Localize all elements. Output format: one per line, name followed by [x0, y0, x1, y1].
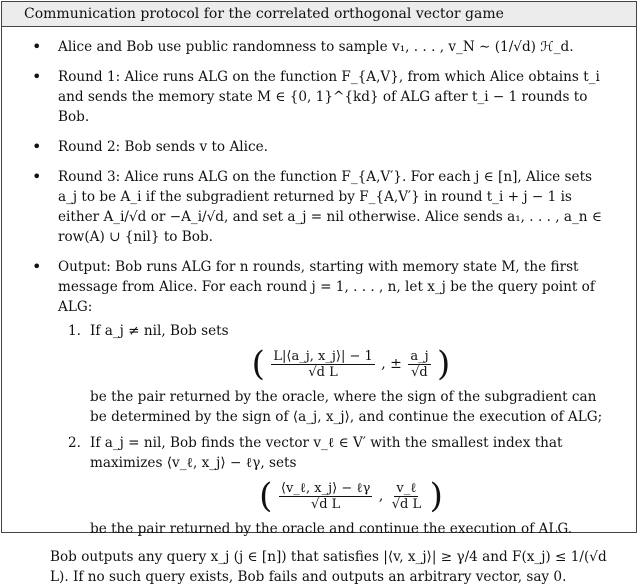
fraction-numerator: v_ℓ: [396, 480, 417, 496]
protocol-box: [1, 1, 637, 585]
bullet-item: [32, 37, 612, 57]
list-number: 2.: [68, 435, 81, 451]
fraction-denominator: √d L: [308, 364, 338, 380]
bullet-text: Round 3: Alice runs ALG on the function F_{A,V′}. For each j ∈ [n], Alice sets a_j to be A_i if the subgradient returned by F_{A,V′} in round t_i + j − 1 is either A_i/√d or −A_i/√d, and set a_j = nil otherwise. Alice sends a₁, . . . , a_n ∈ row(A) ∪ {nil} to Bob.: [58, 169, 602, 245]
formula-separator: , ±: [381, 356, 402, 372]
fraction: [390, 481, 423, 512]
bullet-item: [32, 257, 612, 317]
final-paragraph: Bob outputs any query x_j (j ∈ [n]) that satisfies |⟨v, x_j⟩| ≥ γ/4 and F(x_j) ≤ 1/(√d L). If no such query exists, Bob fails and outputs an arbitrary vector, say 0.: [50, 549, 607, 585]
bullet-item: [32, 167, 612, 247]
list-item: [68, 433, 612, 539]
fraction-denominator: √d L: [310, 496, 341, 512]
box-content: [2, 27, 636, 587]
bullet-dot-icon: •: [32, 37, 42, 56]
fraction-numerator: ⟨v_ℓ, x_j⟩ − ℓγ: [280, 480, 371, 496]
formula-separator: ,: [378, 488, 384, 504]
numbered-list: [68, 321, 612, 539]
right-paren: ): [437, 344, 451, 384]
fraction: [271, 349, 374, 380]
fraction-numerator: a_j: [410, 348, 429, 364]
bullet-text: Round 1: Alice runs ALG on the function F_{A,V}, from which Alice obtains t_i and sends the memory state M ∈ {0, 1}^{kd} of ALG after t_i − 1 rounds to Bob.: [58, 69, 600, 125]
fraction: [408, 349, 430, 380]
box-header: [2, 2, 636, 27]
left-paren: (: [259, 476, 273, 516]
bullet-item: [32, 137, 612, 157]
formula: [90, 344, 612, 384]
bullet-text: Alice and Bob use public randomness to sample v₁, . . . , v_N ∼ (1/√d) ℋ_d.: [58, 39, 574, 55]
fraction-numerator: L|⟨a_j, x_j⟩| − 1: [273, 348, 373, 364]
box-title: Communication protocol for the correlated orthogonal vector game: [24, 6, 504, 22]
step-intro: If a_j = nil, Bob finds the vector v_ℓ ∈ V′ with the smallest index that maximizes ⟨v_ℓ, x_j⟩ − ℓγ, sets: [90, 435, 563, 471]
bullet-text: Round 2: Bob sends v to Alice.: [58, 139, 268, 155]
bullet-dot-icon: •: [32, 137, 42, 156]
step-after: be the pair returned by the oracle, where the sign of the subgradient can be determined by the sign of ⟨a_j, x_j⟩, and continue the execution of ALG;: [90, 389, 603, 425]
formula: [90, 476, 612, 516]
fraction-denominator: √d: [411, 364, 428, 380]
bullet-text: Output: Bob runs ALG for n rounds, starting with memory state M, the first message from Alice. For each round j = 1, . . . , n, let x_j be the query point of ALG:: [58, 259, 595, 315]
list-number: 1.: [68, 323, 81, 339]
step-after: be the pair returned by the oracle and continue the execution of ALG.: [90, 521, 573, 537]
bullet-dot-icon: •: [32, 167, 42, 186]
fraction: [279, 481, 373, 512]
list-item: [68, 321, 612, 427]
step-intro: If a_j ≠ nil, Bob sets: [90, 323, 229, 339]
bullet-dot-icon: •: [32, 67, 42, 86]
left-paren: (: [251, 344, 265, 384]
fraction-denominator: √d L: [391, 496, 422, 512]
right-paren: ): [429, 476, 443, 516]
bullet-item: [32, 67, 612, 127]
bullet-dot-icon: •: [32, 257, 42, 276]
